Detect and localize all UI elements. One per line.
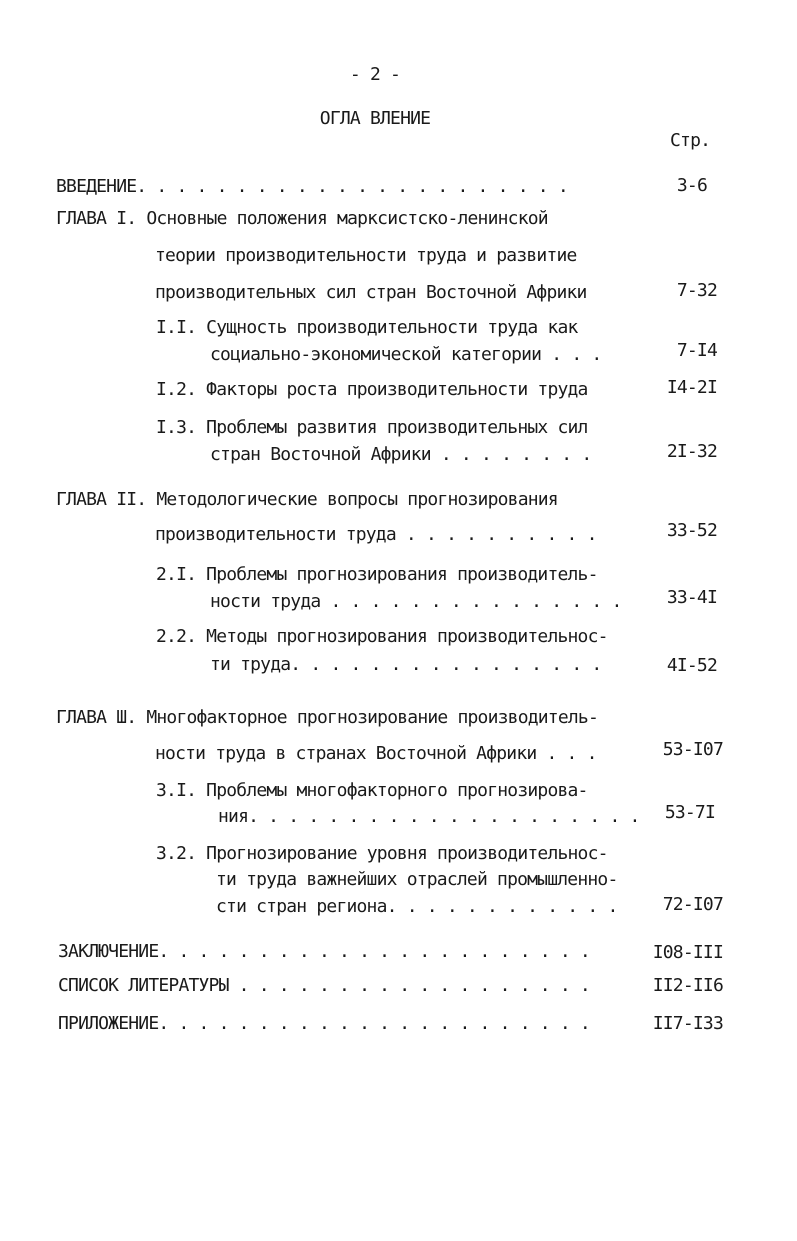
toc-section-1-1-cont: социально-экономической категории . . . — [210, 344, 602, 365]
toc-page-section-1-3: 2I-32 — [666, 441, 717, 462]
toc-section-1-3: I.3. Проблемы развития производительных сил — [156, 417, 588, 438]
toc-page-chapter-3: 53-I07 — [662, 739, 723, 760]
toc-section-3-1: 3.I. Проблемы многофакторного прогнозирова- — [156, 780, 588, 801]
toc-page-references: II2-II6 — [652, 975, 723, 996]
toc-page-section-2-2: 4I-52 — [666, 655, 717, 676]
toc-section-2-1: 2.I. Проблемы прогнозирования производитель- — [156, 564, 598, 585]
toc-section-1-3-cont: стран Восточной Африки . . . . . . . . — [210, 444, 592, 465]
toc-chapter-3-title-end: ности труда в странах Восточной Африки . . . — [155, 743, 597, 764]
toc-section-2-1-cont: ности труда . . . . . . . . . . . . . . . — [210, 591, 622, 612]
toc-section-3-2: 3.2. Прогнозирование уровня производительнос- — [156, 843, 608, 864]
toc-chapter-2-title: ГЛАВА II. Методологические вопросы прогнозирования — [56, 489, 558, 510]
toc-page-section-2-1: 33-4I — [666, 587, 717, 608]
toc-page-appendix: II7-I33 — [652, 1013, 723, 1034]
toc-chapter-1-title: ГЛАВА I. Основные положения марксистско-ленинской — [56, 208, 548, 229]
toc-page-section-3-2: 72-I07 — [662, 894, 723, 915]
toc-chapter-1-title-cont: теории производительности труда и развитие — [155, 245, 577, 266]
toc-page-chapter-1: 7-32 — [676, 280, 717, 301]
page-title: ОГЛА ВЛЕНИЕ — [319, 108, 431, 129]
toc-chapter-1-title-end: производительных сил стран Восточной Африки — [155, 282, 587, 303]
page-number: - 2 - — [349, 64, 401, 85]
toc-section-3-2-cont: ти труда важнейших отраслей промышленно- — [216, 869, 618, 890]
toc-entry-introduction: ВВЕДЕНИЕ. . . . . . . . . . . . . . . . . . . . . . — [56, 176, 568, 197]
toc-section-1-2: I.2. Факторы роста производительности труда — [156, 379, 588, 400]
toc-page-chapter-2: 33-52 — [666, 520, 717, 541]
toc-chapter-3-title: ГЛАВА Ш. Многофакторное прогнозирование производитель- — [56, 707, 598, 728]
toc-section-3-2-end: сти стран региона. . . . . . . . . . . . — [216, 896, 618, 917]
toc-chapter-2-title-end: производительности труда . . . . . . . . . . — [155, 524, 597, 545]
toc-page-conclusion: I08-III — [652, 942, 723, 963]
toc-page-section-1-2: I4-2I — [666, 377, 717, 398]
toc-page-section-1-1: 7-I4 — [676, 340, 717, 361]
toc-section-3-1-cont: ния. . . . . . . . . . . . . . . . . . . . — [218, 806, 640, 827]
toc-entry-appendix: ПРИЛОЖЕНИЕ. . . . . . . . . . . . . . . . . . . . . . — [58, 1013, 590, 1034]
toc-page-section-3-1: 53-7I — [664, 802, 715, 823]
toc-section-2-2-cont: ти труда. . . . . . . . . . . . . . . . — [210, 654, 602, 675]
toc-entry-references: СПИСОК ЛИТЕРАТУРЫ . . . . . . . . . . . . . . . . . . — [58, 975, 590, 996]
toc-page-introduction: 3-6 — [676, 175, 707, 196]
toc-section-1-1: I.I. Сущность производительности труда как — [156, 317, 578, 338]
toc-entry-conclusion: ЗАКЛЮЧЕНИЕ. . . . . . . . . . . . . . . . . . . . . . — [58, 941, 590, 962]
toc-section-2-2: 2.2. Методы прогнозирования производительнос- — [156, 626, 608, 647]
page-column-label: Стр. — [670, 130, 711, 151]
